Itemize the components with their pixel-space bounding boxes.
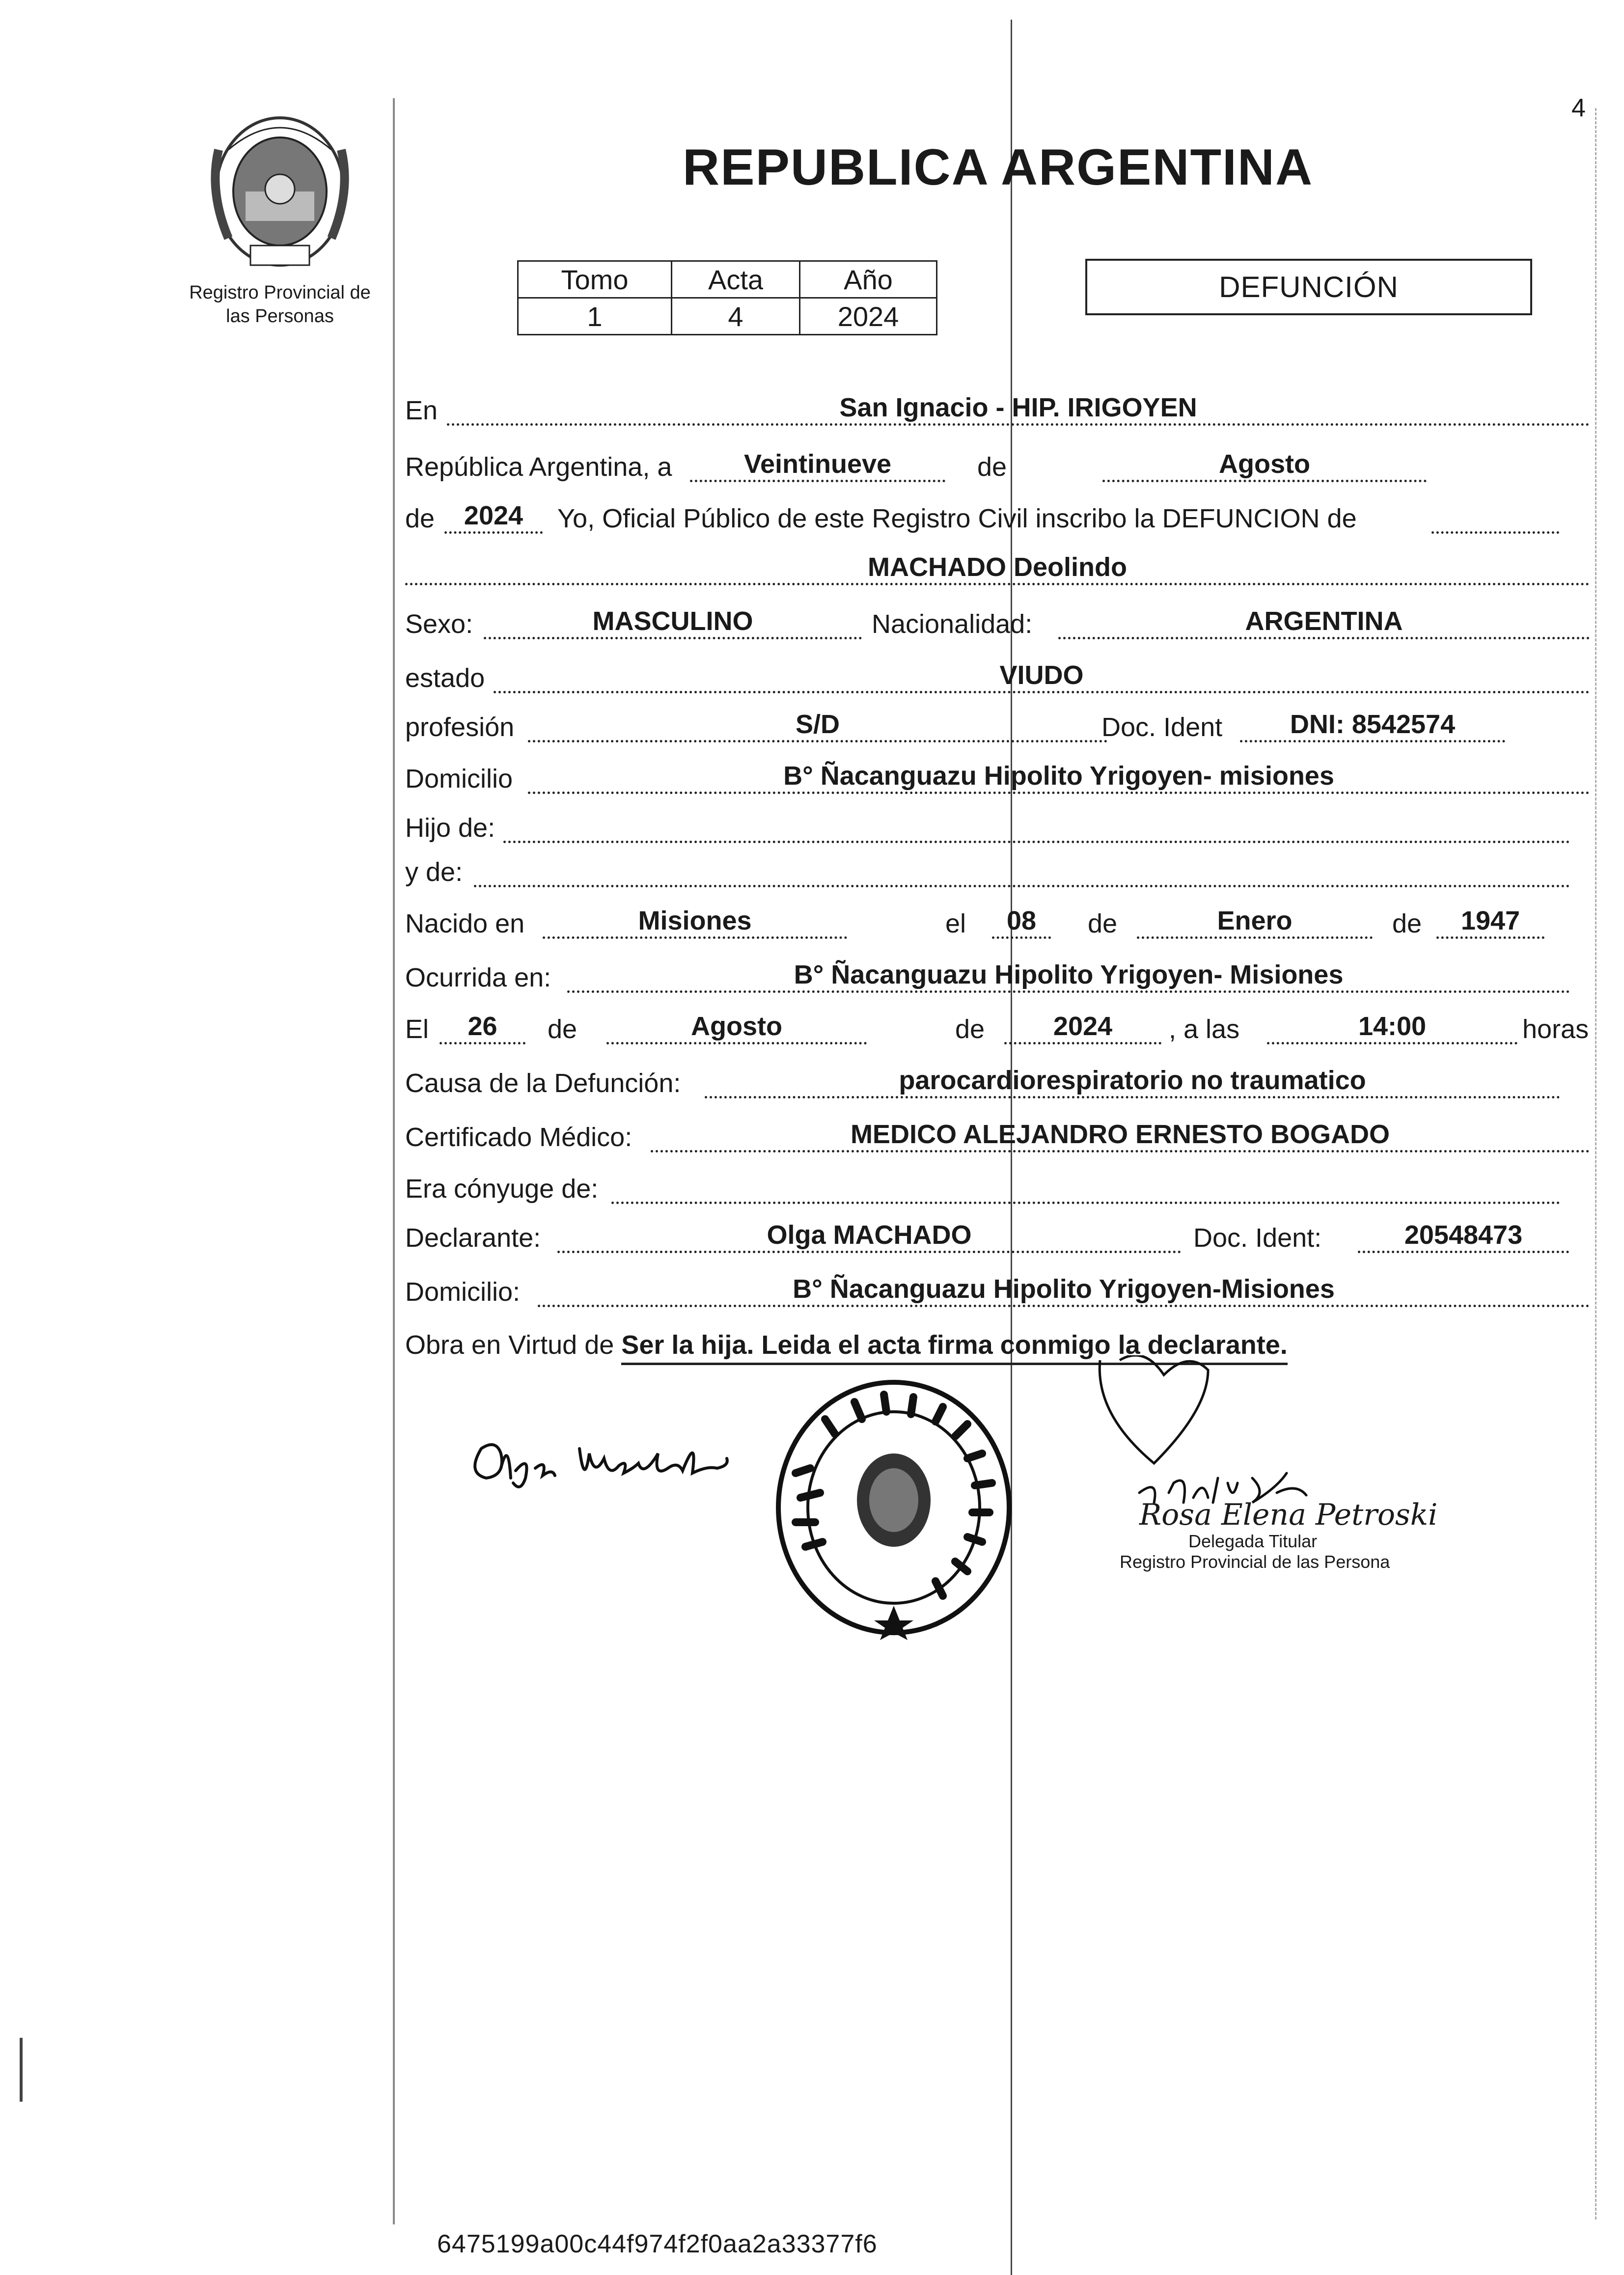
scan-mark — [20, 2038, 23, 2102]
page-number: 4 — [1571, 94, 1586, 122]
registry-caption — [172, 281, 388, 328]
label-hijo-de: Hijo de: — [405, 813, 495, 843]
row-ocurrida — [405, 962, 1590, 997]
value-causa: parocardiorespiratorio no traumatico — [899, 1066, 1366, 1095]
value-birth-day: 08 — [1006, 906, 1037, 935]
value-nacido-en: Misiones — [638, 906, 752, 935]
value-death-day: 26 — [468, 1012, 497, 1041]
label-nacionalidad: Nacionalidad: — [872, 609, 1033, 639]
table-header-anio: Año — [800, 261, 937, 298]
label-sexo: Sexo: — [405, 609, 473, 639]
row-deceased-name — [405, 552, 1590, 589]
value-birth-year: 1947 — [1460, 906, 1520, 935]
page-title: REPUBLICA ARGENTINA — [683, 139, 1314, 196]
row-sexo — [405, 606, 1590, 643]
row-conyuge — [405, 1174, 1590, 1208]
row-date-words — [405, 449, 1590, 486]
value-deceased-name: MACHADO Deolindo — [868, 552, 1127, 582]
label-domicilio: Domicilio: — [405, 1277, 521, 1307]
value-place: San Ignacio - HIP. IRIGOYEN — [839, 393, 1197, 422]
label-a-las: , a las — [1169, 1014, 1240, 1044]
left-margin-line — [393, 98, 395, 2224]
row-profesion — [405, 712, 1590, 746]
row-death-date — [405, 1014, 1590, 1048]
value-domicilio-declarante: B° Ñacanguazu Hipolito Yrigoyen-Misiones — [793, 1274, 1335, 1304]
row-inscribo — [405, 503, 1590, 538]
misiones-seal-logo — [199, 110, 361, 273]
official-signature-name: Rosa Elena Petroski — [1139, 1498, 1438, 1532]
value-year: 2024 — [464, 501, 523, 530]
label-republica: República Argentina, a — [405, 452, 672, 482]
value-profesion: S/D — [795, 710, 840, 739]
document-hash: 6475199a00c44f974f2f0aa2a33377f6 — [437, 2230, 878, 2258]
label-ocurrida-en: Ocurrida en: — [405, 963, 551, 992]
label-el: El — [405, 1014, 429, 1044]
label-de: de — [977, 452, 1007, 482]
label-de: de — [548, 1014, 578, 1044]
label-declarante-doc: Doc. Ident: — [1193, 1223, 1322, 1253]
row-place — [405, 395, 1590, 430]
label-en: En — [405, 396, 438, 425]
value-declarante-doc: 20548473 — [1404, 1220, 1523, 1250]
value-month: Agosto — [1219, 449, 1310, 479]
row-domicilio — [405, 761, 1590, 798]
value-declarante: Olga MACHADO — [767, 1220, 972, 1250]
row-hijo-de — [405, 813, 1590, 847]
value-birth-month: Enero — [1217, 906, 1293, 935]
row-certificado — [405, 1122, 1590, 1156]
label-obra: Obra en Virtud de — [405, 1330, 614, 1360]
row-estado — [405, 660, 1590, 697]
official-stamp — [766, 1375, 1021, 1640]
official-title: Delegada Titular — [1188, 1531, 1318, 1551]
label-de: de — [955, 1014, 985, 1044]
value-obra: Ser la hija. Leida el acta firma conmigo la declarante. — [621, 1330, 1288, 1365]
document-type-box: DEFUNCIÓN — [1085, 259, 1532, 315]
value-sexo: MASCULINO — [592, 606, 753, 636]
label-de: de — [405, 504, 435, 533]
registry-caption-line-1: Registro Provincial de — [189, 282, 371, 303]
value-death-month: Agosto — [691, 1012, 782, 1041]
value-doc: DNI: 8542574 — [1290, 710, 1456, 739]
label-doc-ident: Doc. Ident — [1101, 713, 1223, 742]
declarant-signature — [462, 1419, 786, 1508]
label-de: de — [1392, 909, 1422, 938]
label-domicilio: Domicilio — [405, 764, 513, 794]
value-nacionalidad: ARGENTINA — [1245, 606, 1403, 636]
value-day-words: Veintinueve — [743, 449, 892, 479]
table-value-anio: 2024 — [800, 298, 937, 335]
label-de: de — [1088, 909, 1118, 938]
value-death-time: 14:00 — [1358, 1012, 1427, 1041]
label-declarante: Declarante: — [405, 1223, 541, 1253]
label-horas: horas — [1522, 1014, 1589, 1044]
row-domicilio-declarante — [405, 1274, 1590, 1311]
row-declarante — [405, 1220, 1590, 1257]
fill-line — [474, 856, 1570, 887]
table-header-acta: Acta — [672, 261, 800, 298]
tomo-acta-anio-table — [517, 260, 937, 335]
label-causa: Causa de la Defunción: — [405, 1069, 681, 1098]
table-value-tomo: 1 — [518, 298, 672, 335]
value-death-year: 2024 — [1053, 1012, 1113, 1041]
value-ocurrida-en: B° Ñacanguazu Hipolito Yrigoyen- Misiones — [794, 960, 1344, 989]
fill-line — [503, 812, 1570, 843]
label-conyuge: Era cónyuge de: — [405, 1174, 599, 1204]
value-estado: VIUDO — [999, 660, 1084, 690]
label-profesion: profesión — [405, 713, 515, 742]
row-causa — [405, 1068, 1590, 1102]
label-certificado: Certificado Médico: — [405, 1123, 633, 1152]
fill-line — [1431, 503, 1559, 534]
right-margin-line — [1595, 108, 1596, 2220]
label-nacido-en: Nacido en — [405, 909, 525, 938]
label-y-de: y de: — [405, 857, 463, 887]
fill-line — [611, 1173, 1560, 1204]
label-el: el — [945, 909, 966, 938]
registry-caption-line-2: las Personas — [226, 306, 334, 327]
official-registry: Registro Provincial de las Persona — [1120, 1552, 1390, 1572]
table-header-tomo: Tomo — [518, 261, 672, 298]
value-certificado: MEDICO ALEJANDRO ERNESTO BOGADO — [850, 1120, 1390, 1149]
row-nacido — [405, 908, 1590, 943]
row-y-de — [405, 857, 1590, 891]
text-inscribo: Yo, Oficial Público de este Registro Civil inscribo la DEFUNCION de — [557, 504, 1357, 533]
label-estado: estado — [405, 663, 485, 693]
table-value-acta: 4 — [672, 298, 800, 335]
value-domicilio: B° Ñacanguazu Hipolito Yrigoyen- misiones — [783, 761, 1334, 791]
